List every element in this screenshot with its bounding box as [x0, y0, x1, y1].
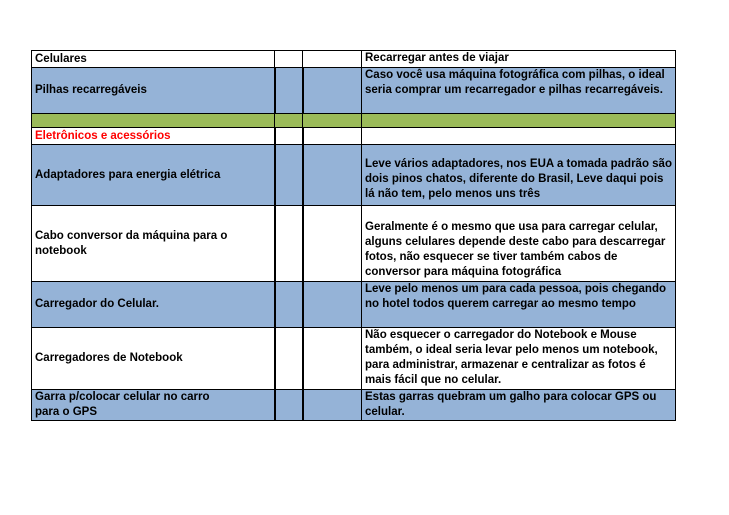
- check-cell: [303, 328, 362, 390]
- note-cell: Não esquecer o carregador do Notebook e Mouse também, o ideal seria levar pelo menos um notebook, para administrar, armazenar e centralizar as fotos é mais fácil que no celular.: [362, 328, 676, 390]
- check-cell: [303, 114, 362, 128]
- table-row: [32, 390, 676, 421]
- item-cell: Adaptadores para energia elétrica: [32, 145, 275, 206]
- check-cell: [303, 282, 362, 328]
- note-cell: [362, 128, 676, 145]
- check-cell: [275, 206, 303, 282]
- check-cell: [275, 390, 303, 421]
- check-cell: [303, 51, 362, 68]
- check-cell: [303, 128, 362, 145]
- note-cell: Estas garras quebram um galho para colocar GPS ou celular.: [362, 390, 676, 421]
- section-title: Eletrônicos e acessórios: [32, 128, 275, 145]
- table-row: [32, 282, 676, 328]
- check-cell: [303, 390, 362, 421]
- table-row: [32, 328, 676, 390]
- item-cell: Garra p/colocar celular no carro para o GPS: [32, 390, 275, 421]
- check-cell: [303, 206, 362, 282]
- note-cell: Caso você usa máquina fotográfica com pilhas, o ideal seria comprar um recarregador e pilhas recarregáveis.: [362, 68, 676, 114]
- check-cell: [275, 128, 303, 145]
- item-cell: Carregador do Celular.: [32, 282, 275, 328]
- check-cell: [303, 145, 362, 206]
- item-cell: Cabo conversor da máquina para o notebook: [32, 206, 275, 282]
- table-row: [32, 68, 676, 114]
- check-cell: [275, 68, 303, 114]
- item-cell: Pilhas recarregáveis: [32, 68, 275, 114]
- item-cell: Carregadores de Notebook: [32, 328, 275, 390]
- check-cell: [275, 328, 303, 390]
- check-cell: [275, 145, 303, 206]
- note-cell: Leve pelo menos um para cada pessoa, pois chegando no hotel todos querem carregar ao mesmo tempo: [362, 282, 676, 328]
- table-row-section-header: [32, 128, 676, 145]
- packing-checklist-table: [31, 50, 676, 421]
- note-cell: [362, 114, 676, 128]
- table-row: [32, 206, 676, 282]
- check-cell: [275, 51, 303, 68]
- table-row-separator: [32, 114, 676, 128]
- note-cell: Geralmente é o mesmo que usa para carregar celular, alguns celulares depende deste cabo para descarregar fotos, não esquecer se tiver também cabos de conversor para máquina fotográfica: [362, 206, 676, 282]
- item-cell: [32, 114, 275, 128]
- check-cell: [275, 282, 303, 328]
- check-cell: [275, 114, 303, 128]
- note-cell: Leve vários adaptadores, nos EUA a tomada padrão são dois pinos chatos, diferente do Brasil, Leve daqui pois lá não tem, pelo menos uns três: [362, 145, 676, 206]
- check-cell: [303, 68, 362, 114]
- item-cell: Celulares: [32, 51, 275, 68]
- table-row: [32, 51, 676, 68]
- note-cell: Recarregar antes de viajar: [362, 51, 676, 68]
- table-row: [32, 145, 676, 206]
